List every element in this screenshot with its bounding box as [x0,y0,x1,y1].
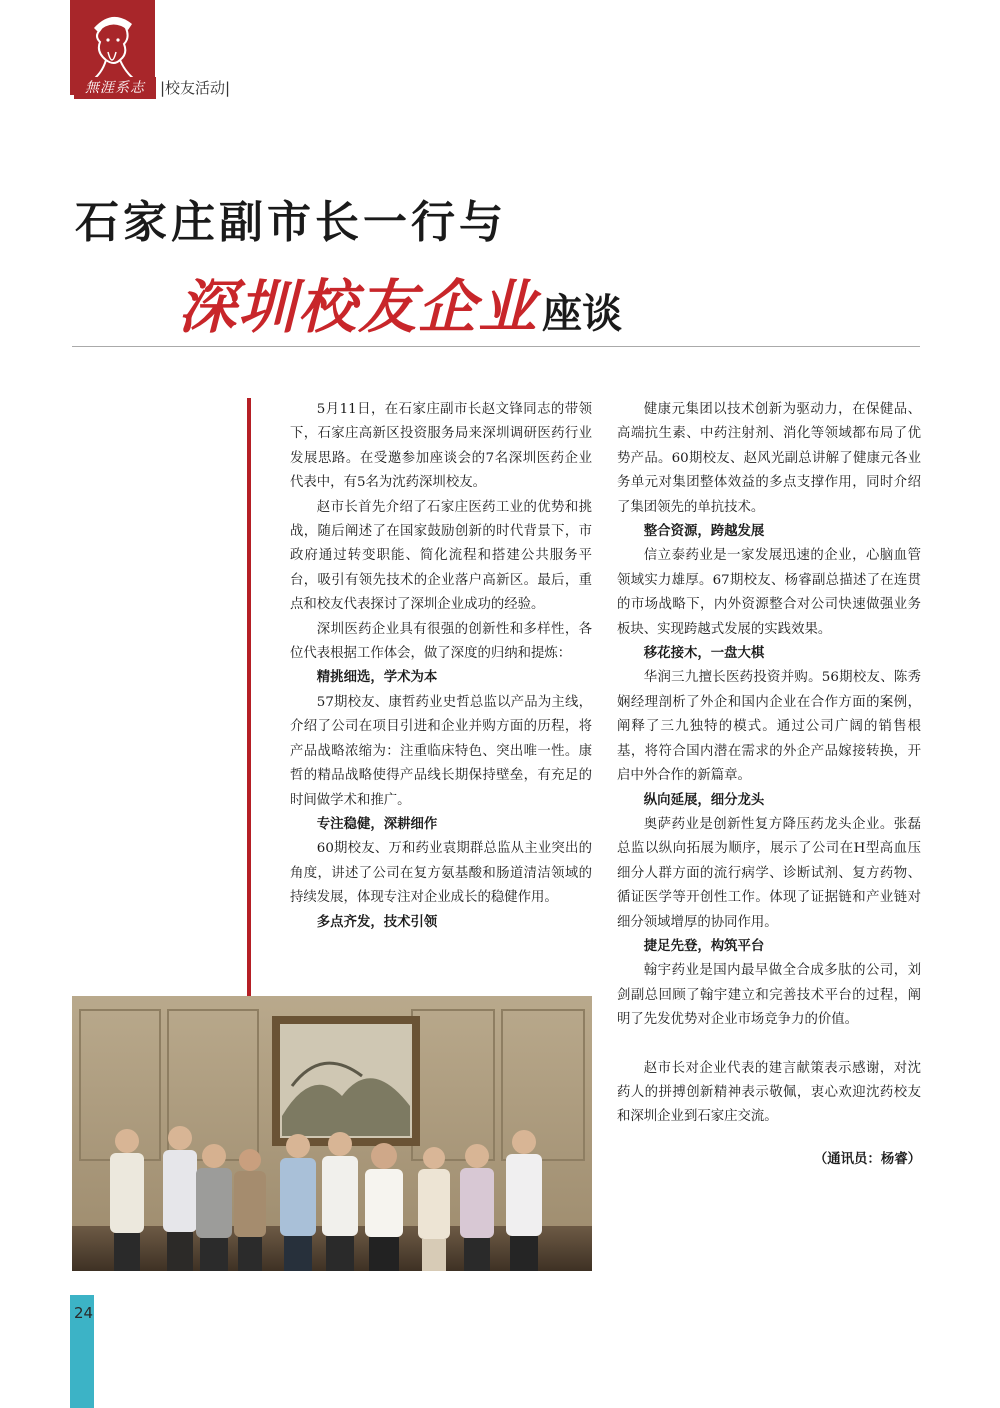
group-photo [72,996,592,1271]
paragraph: 赵市长首先介绍了石家庄医药工业的优势和挑战，随后阐述了在国家鼓励创新的时代背景下，市政府通过转变职能、简化流程和搭建公共服务平台，吸引有领先技术的企业落户高新区。最后，重点和校友代表探讨了深圳企业成功的经验。 [290,499,592,613]
paragraph: 5月11日，在石家庄副市长赵文锋同志的带领下，石家庄高新区投资服务局来深圳调研医药行业发展思路。在受邀参加座谈会的7名深圳医药企业代表中，有5名为沈药深圳校友。 [290,402,592,491]
page-number: 24 [74,1304,94,1322]
accent-bar [247,398,251,996]
spacer [617,1033,921,1057]
reporter-credit: （通讯员：杨睿） [813,1151,921,1167]
subheading: 捷足先登，构筑平台 [643,938,765,954]
section-label: |校友活动| [160,79,231,97]
headline-suffix: 座谈 [542,290,623,337]
subheading: 整合资源，跨越发展 [643,524,765,540]
headline-line-2 [178,260,622,344]
paragraph: 60期校友、万和药业袁期群总监从主业突出的角度，讲述了公司在复方氨基酸和肠道清洁领域的持续发展，体现专注对企业成长的稳健作用。 [290,841,592,906]
scholar-portrait-icon [80,8,144,86]
subheading: 多点齐发，技术引领 [316,914,438,930]
headline-line-1: 石家庄副市长一行与 [75,197,507,248]
paragraph: 翰宇药业是国内最早做全合成多肽的公司，刘剑副总回顾了翰宇建立和完善技术平台的过程，阐明了先发优势对企业市场竞争力的价值。 [617,963,921,1028]
headline-highlight: 深圳校友企业 [178,273,539,341]
magazine-name: 無涯系志 [74,77,156,99]
subheading: 精挑细选，学术为本 [316,670,438,686]
paragraph: 信立泰药业是一家发展迅速的企业，心脑血管领域实力雄厚。67期校友、杨睿副总描述了在连贯的市场战略下，内外资源整合对公司快速做强业务板块、实现跨越式发展的实践效果。 [617,548,921,637]
paragraph: 赵市长对企业代表的建言献策表示感谢，对沈药人的拼搏创新精神表示敬佩，衷心欢迎沈药校友和深圳企业到石家庄交流。 [617,1060,921,1125]
paragraph: 深圳医药企业具有很强的创新性和多样性，各位代表根据工作体会，做了深度的归纳和提炼： [290,621,592,662]
subheading: 移花接木，一盘大棋 [643,646,765,662]
title-divider [72,346,920,347]
paragraph: 健康元集团以技术创新为驱动力，在保健品、高端抗生素、中药注射剂、消化等领域都布局了优势产品。60期校友、赵风光副总讲解了健康元各业务单元对集团整体效益的多点支撑作用，同时介绍了集团领先的单抗技术。 [617,402,921,515]
subheading: 纵向延展，细分龙头 [643,792,765,808]
subheading: 专注稳健，深耕细作 [316,816,438,832]
paragraph: 华润三九擅长医药投资并购。56期校友、陈秀娴经理剖析了外企和国内企业在合作方面的案例，阐释了三九独特的模式。通过公司广阔的销售根基，将符合国内潜在需求的外企产品嫁接转换，开启中外合作的新篇章。 [617,670,921,784]
group-photo-illustration [72,996,592,1271]
article-column-left [290,398,592,935]
paragraph: 57期校友、康哲药业史哲总监以产品为主线，介绍了公司在项目引进和企业并购方面的历程，将产品战略浓缩为：注重临床特色、突出唯一性。康哲的精品战略使得产品线长期保持壁垒，有充足的时间做学术和推广。 [290,694,592,808]
article-column-right [617,398,921,1172]
paragraph: 奥萨药业是创新性复方降压药龙头企业。张磊总监以纵向拓展为顺序，展示了公司在H型高血压细分人群方面的流行病学、诊断试剂、复方药物、循证医学等开创性工作。体现了证据链和产业链对细分领域增厚的协同作用。 [617,816,921,930]
